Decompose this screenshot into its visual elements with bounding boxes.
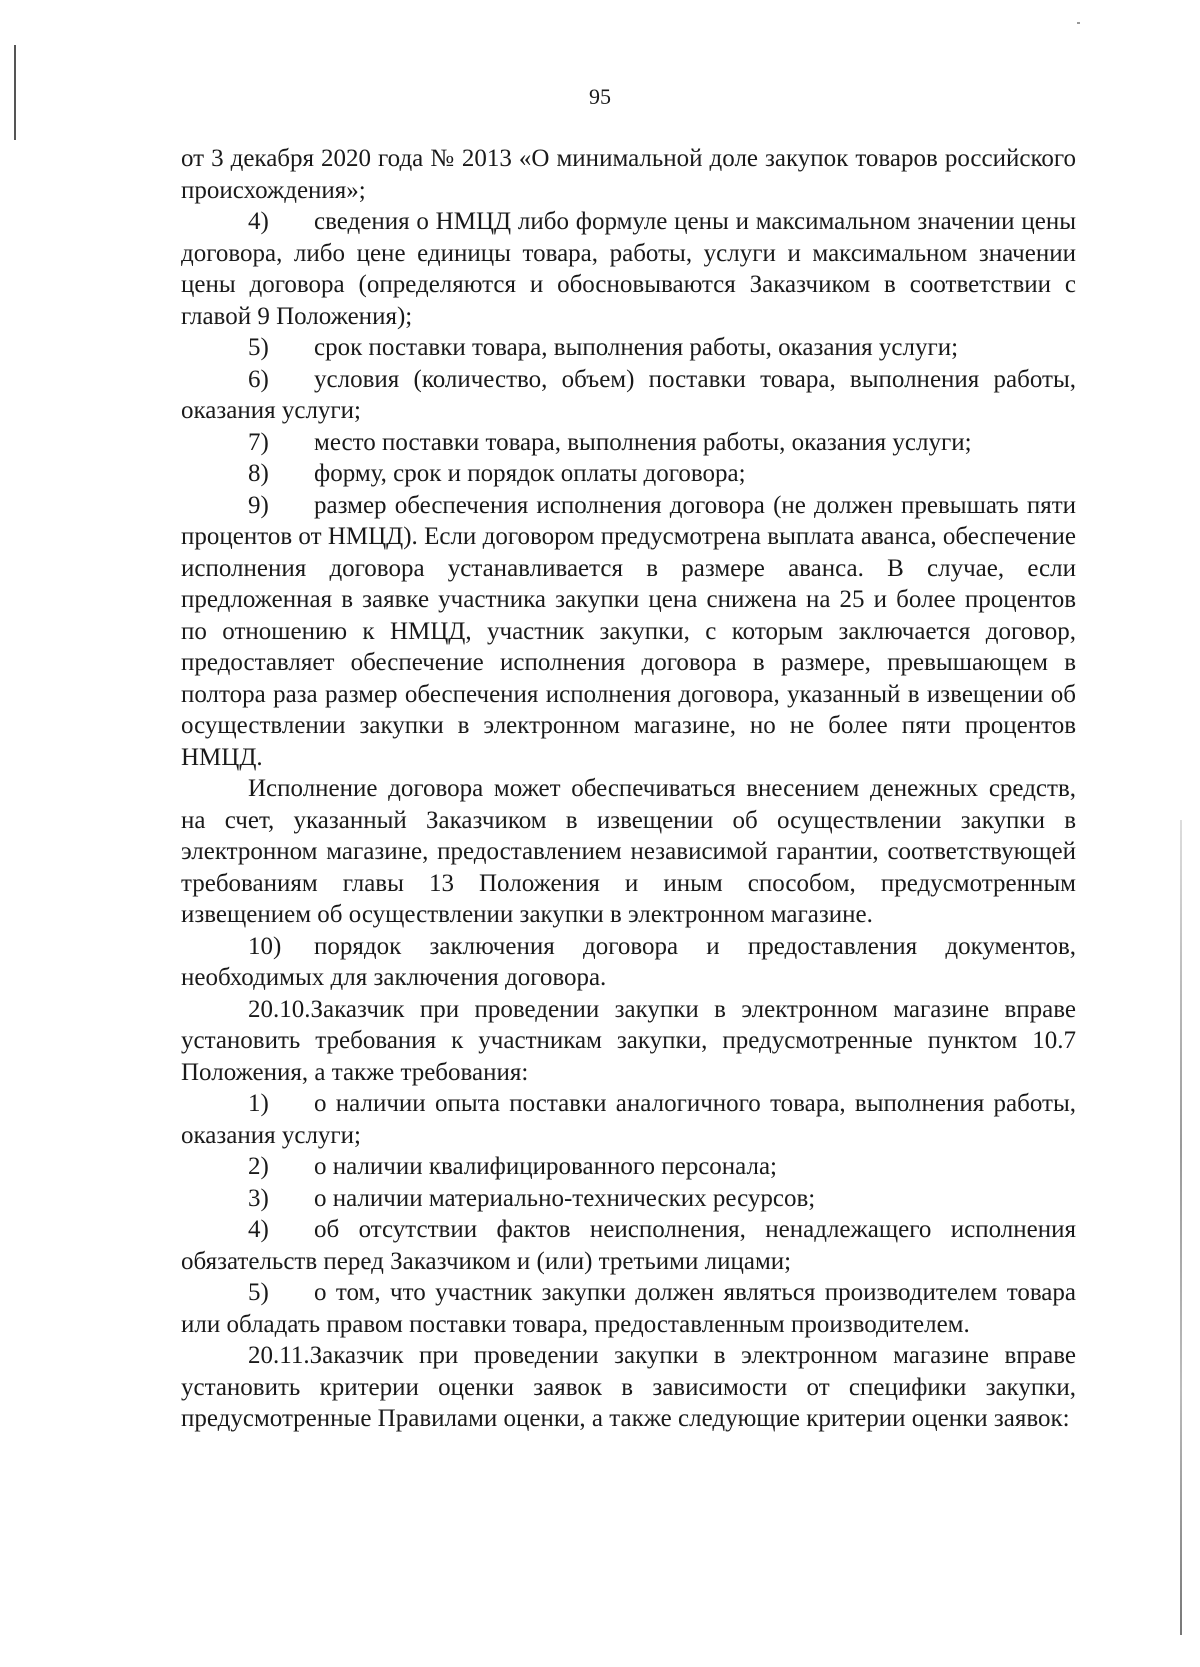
list-item-number: 10) (248, 932, 282, 960)
list-item-number: 5) (248, 1279, 269, 1306)
list-item (181, 458, 1076, 490)
list-item-number: 2) (248, 1153, 269, 1180)
list-item-text: об отсутствии фактов неисполнения, ненадлежащего исполнения обязательств перед Заказчиком и (или) третьими лицами; (181, 1216, 1076, 1275)
scan-speck (1077, 22, 1080, 24)
list-item-text: о том, что участник закупки должен являться производителем товара или обладать правом поставки товара, предоставленным производителем. (181, 1279, 1076, 1338)
list-item (181, 427, 1076, 459)
list-item (181, 1183, 1076, 1215)
list-item-number: 6) (248, 365, 269, 393)
list-item (181, 332, 1076, 364)
list-item-number: 9) (248, 491, 269, 519)
page-number: 95 (589, 84, 611, 109)
list-item (181, 1088, 1076, 1151)
list-item-text: сведения о НМЦД либо формуле цены и максимальном значении цены договора, либо цене единицы товара, работы, услуги и максимальном значении цены договора (определяются и обосновываются Заказчиком в соответствии с главой 9 Положения); (181, 208, 1076, 330)
paragraph-guarantee: Исполнение договора может обеспечиваться внесением денежных средств, на счет, указанный Заказчиком в извещении об осуществлении закупки в электронном магазине, предоставлением независимой гарантии, соответствующей требованиям главы 13 Положения и иным способом, предусмотренным извещением об осуществлении закупки в электронном магазине. (181, 775, 1076, 928)
list-item (181, 490, 1076, 774)
paragraph-section-20-10: 20.10.Заказчик при проведении закупки в электронном магазине вправе установить требования к участникам закупки, предусмотренные пунктом 10.7 Положения, а также требования: (181, 995, 1076, 1086)
list-item-text: размер обеспечения исполнения договора (не должен превышать пяти процентов от НМЦД). Если договором предусмотрена выплата аванса, обеспечение исполнения договора устанавливается в размере аванса. В случае, если предложенная в заявке участника закупки цена снижена на 25 и более процентов по отношению к НМЦД, участник закупки, с которым заключается договор, предоставляет обеспечение исполнения договора в размере, превышающем в полтора раза размер обеспечения исполнения договора, указанный в извещении об осуществлении закупки в электронном магазине, но не более пяти процентов НМЦД. (181, 491, 1076, 771)
list-item-text: место поставки товара, выполнения работы, оказания услуги; (314, 428, 972, 456)
document-body (181, 143, 1076, 1435)
list-participant-requirements (181, 1088, 1076, 1340)
list-item (181, 206, 1076, 332)
list-item (181, 1151, 1076, 1183)
list-item (181, 364, 1076, 427)
list-item-text: о наличии квалифицированного персонала; (314, 1153, 778, 1180)
list-item-text: срок поставки товара, выполнения работы, оказания услуги; (314, 334, 959, 361)
list-item (181, 1277, 1076, 1340)
list-notice-contents (181, 206, 1076, 773)
list-item-number: 1) (248, 1090, 269, 1117)
paragraph-decree-reference: от 3 декабря 2020 года № 2013 «О минимальной доле закупок товаров российского происхождения»; (181, 145, 1076, 204)
list-item (181, 931, 1076, 994)
list-item-number: 4) (248, 1216, 269, 1243)
list-item-text: о наличии опыта поставки аналогичного товара, выполнения работы, оказания услуги; (181, 1090, 1076, 1149)
scan-edge-mark-right (1180, 820, 1182, 1635)
list-item-text: форму, срок и порядок оплаты договора; (314, 460, 746, 487)
list-item-number: 5) (248, 334, 269, 361)
list-item-number: 7) (248, 428, 269, 456)
list-item-text: порядок заключения договора и предоставления документов, необходимых для заключения договора. (181, 932, 1076, 991)
list-item (181, 1214, 1076, 1277)
list-item-number: 3) (248, 1184, 269, 1212)
paragraph-section-20-11: 20.11.Заказчик при проведении закупки в электронном магазине вправе установить критерии оценки заявок в зависимости от специфики закупки, предусмотренные Правилами оценки, а также следующие критерии оценки заявок: (181, 1342, 1076, 1432)
list-item-text: о наличии материально-технических ресурсов; (314, 1184, 816, 1212)
list-item-text: условия (количество, объем) поставки товара, выполнения работы, оказания услуги; (181, 365, 1076, 424)
list-item-number: 8) (248, 460, 269, 487)
list-item-number: 4) (248, 208, 269, 235)
